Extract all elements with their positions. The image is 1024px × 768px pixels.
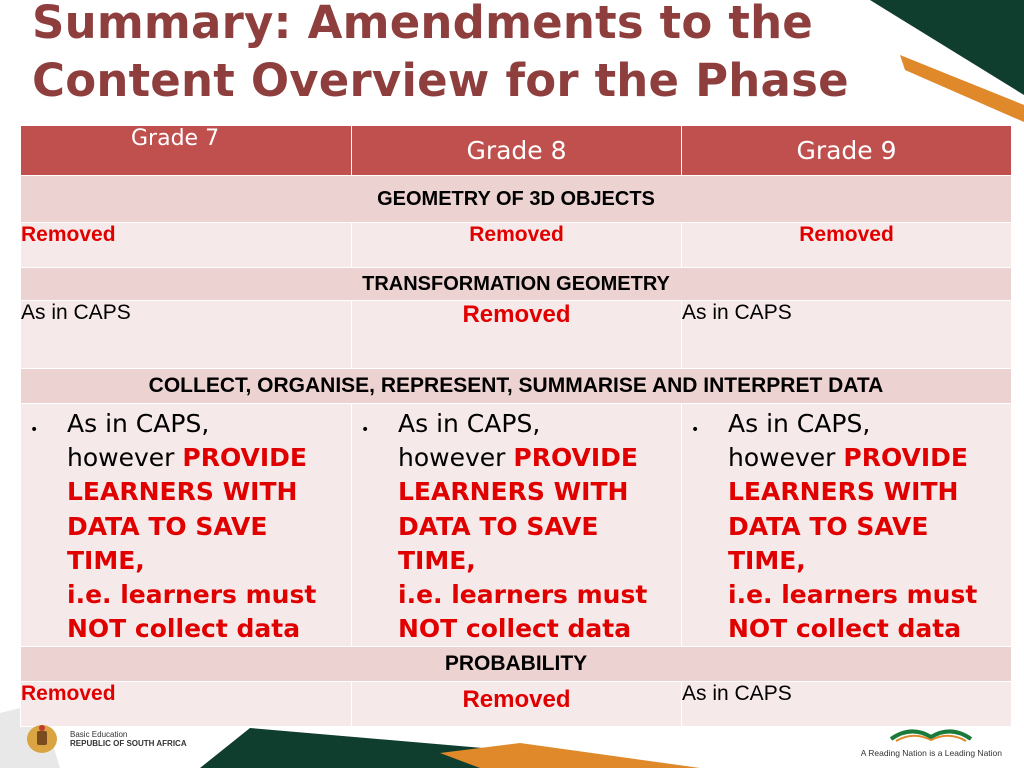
section-title-geometry-3d: GEOMETRY OF 3D OBJECTS (21, 176, 1012, 223)
cell-grade-8: Removed (352, 682, 682, 727)
tagline: A Reading Nation is a Leading Nation (860, 748, 1002, 758)
bullet-icon: • (361, 422, 370, 438)
section-title-transformation-geometry: TRANSFORMATION GEOMETRY (21, 268, 1012, 301)
page-title (32, 0, 849, 110)
header-grade-8: Grade 8 (352, 126, 682, 176)
table-row (21, 301, 1012, 369)
section-title-probability: PROBABILITY (21, 647, 1012, 682)
cell-grade-7: Removed (21, 682, 352, 727)
cell-grade-9: • As in CAPS, however PROVIDE LEARNERS WITH DATA TO SAVE TIME, i.e. learners must NOT collect data (682, 404, 1012, 647)
table-row (21, 223, 1012, 268)
section-row (21, 268, 1012, 301)
department-logo (22, 722, 187, 756)
cell-grade-7: Removed (21, 223, 352, 268)
section-title-data-handling: COLLECT, ORGANISE, REPRESENT, SUMMARISE AND INTERPRET DATA (21, 369, 1012, 404)
table-row (21, 404, 1012, 647)
bullet-icon: • (691, 422, 700, 438)
cell-grade-8: • As in CAPS, however PROVIDE LEARNERS WITH DATA TO SAVE TIME, i.e. learners must NOT collect data (352, 404, 682, 647)
cell-grade-8: Removed (352, 301, 682, 369)
cell-grade-8: Removed (352, 223, 682, 268)
cell-grade-9: Removed (682, 223, 1012, 268)
bullet-icon: • (30, 422, 39, 438)
section-row (21, 369, 1012, 404)
cell-grade-7: As in CAPS (21, 301, 352, 369)
header-grade-7: Grade 7 (21, 126, 352, 176)
title-line-1: Summary: Amendments to the (32, 0, 814, 49)
open-book-icon (886, 721, 976, 743)
cell-grade-9: As in CAPS (682, 682, 1012, 727)
cell-grade-7: • As in CAPS, however PROVIDE LEARNERS WITH DATA TO SAVE TIME, i.e. learners must NOT collect data (21, 404, 352, 647)
reading-nation-logo (861, 721, 1002, 758)
department-name: Basic Education (70, 730, 128, 739)
content-overview-table (20, 125, 1012, 727)
coat-of-arms-icon (22, 722, 62, 756)
cell-grade-9: As in CAPS (682, 301, 1012, 369)
section-row (21, 176, 1012, 223)
title-line-2: Content Overview for the Phase (32, 54, 849, 107)
country-name: REPUBLIC OF SOUTH AFRICA (70, 739, 187, 748)
header-grade-9: Grade 9 (682, 126, 1012, 176)
section-row (21, 647, 1012, 682)
header-row (21, 126, 1012, 176)
